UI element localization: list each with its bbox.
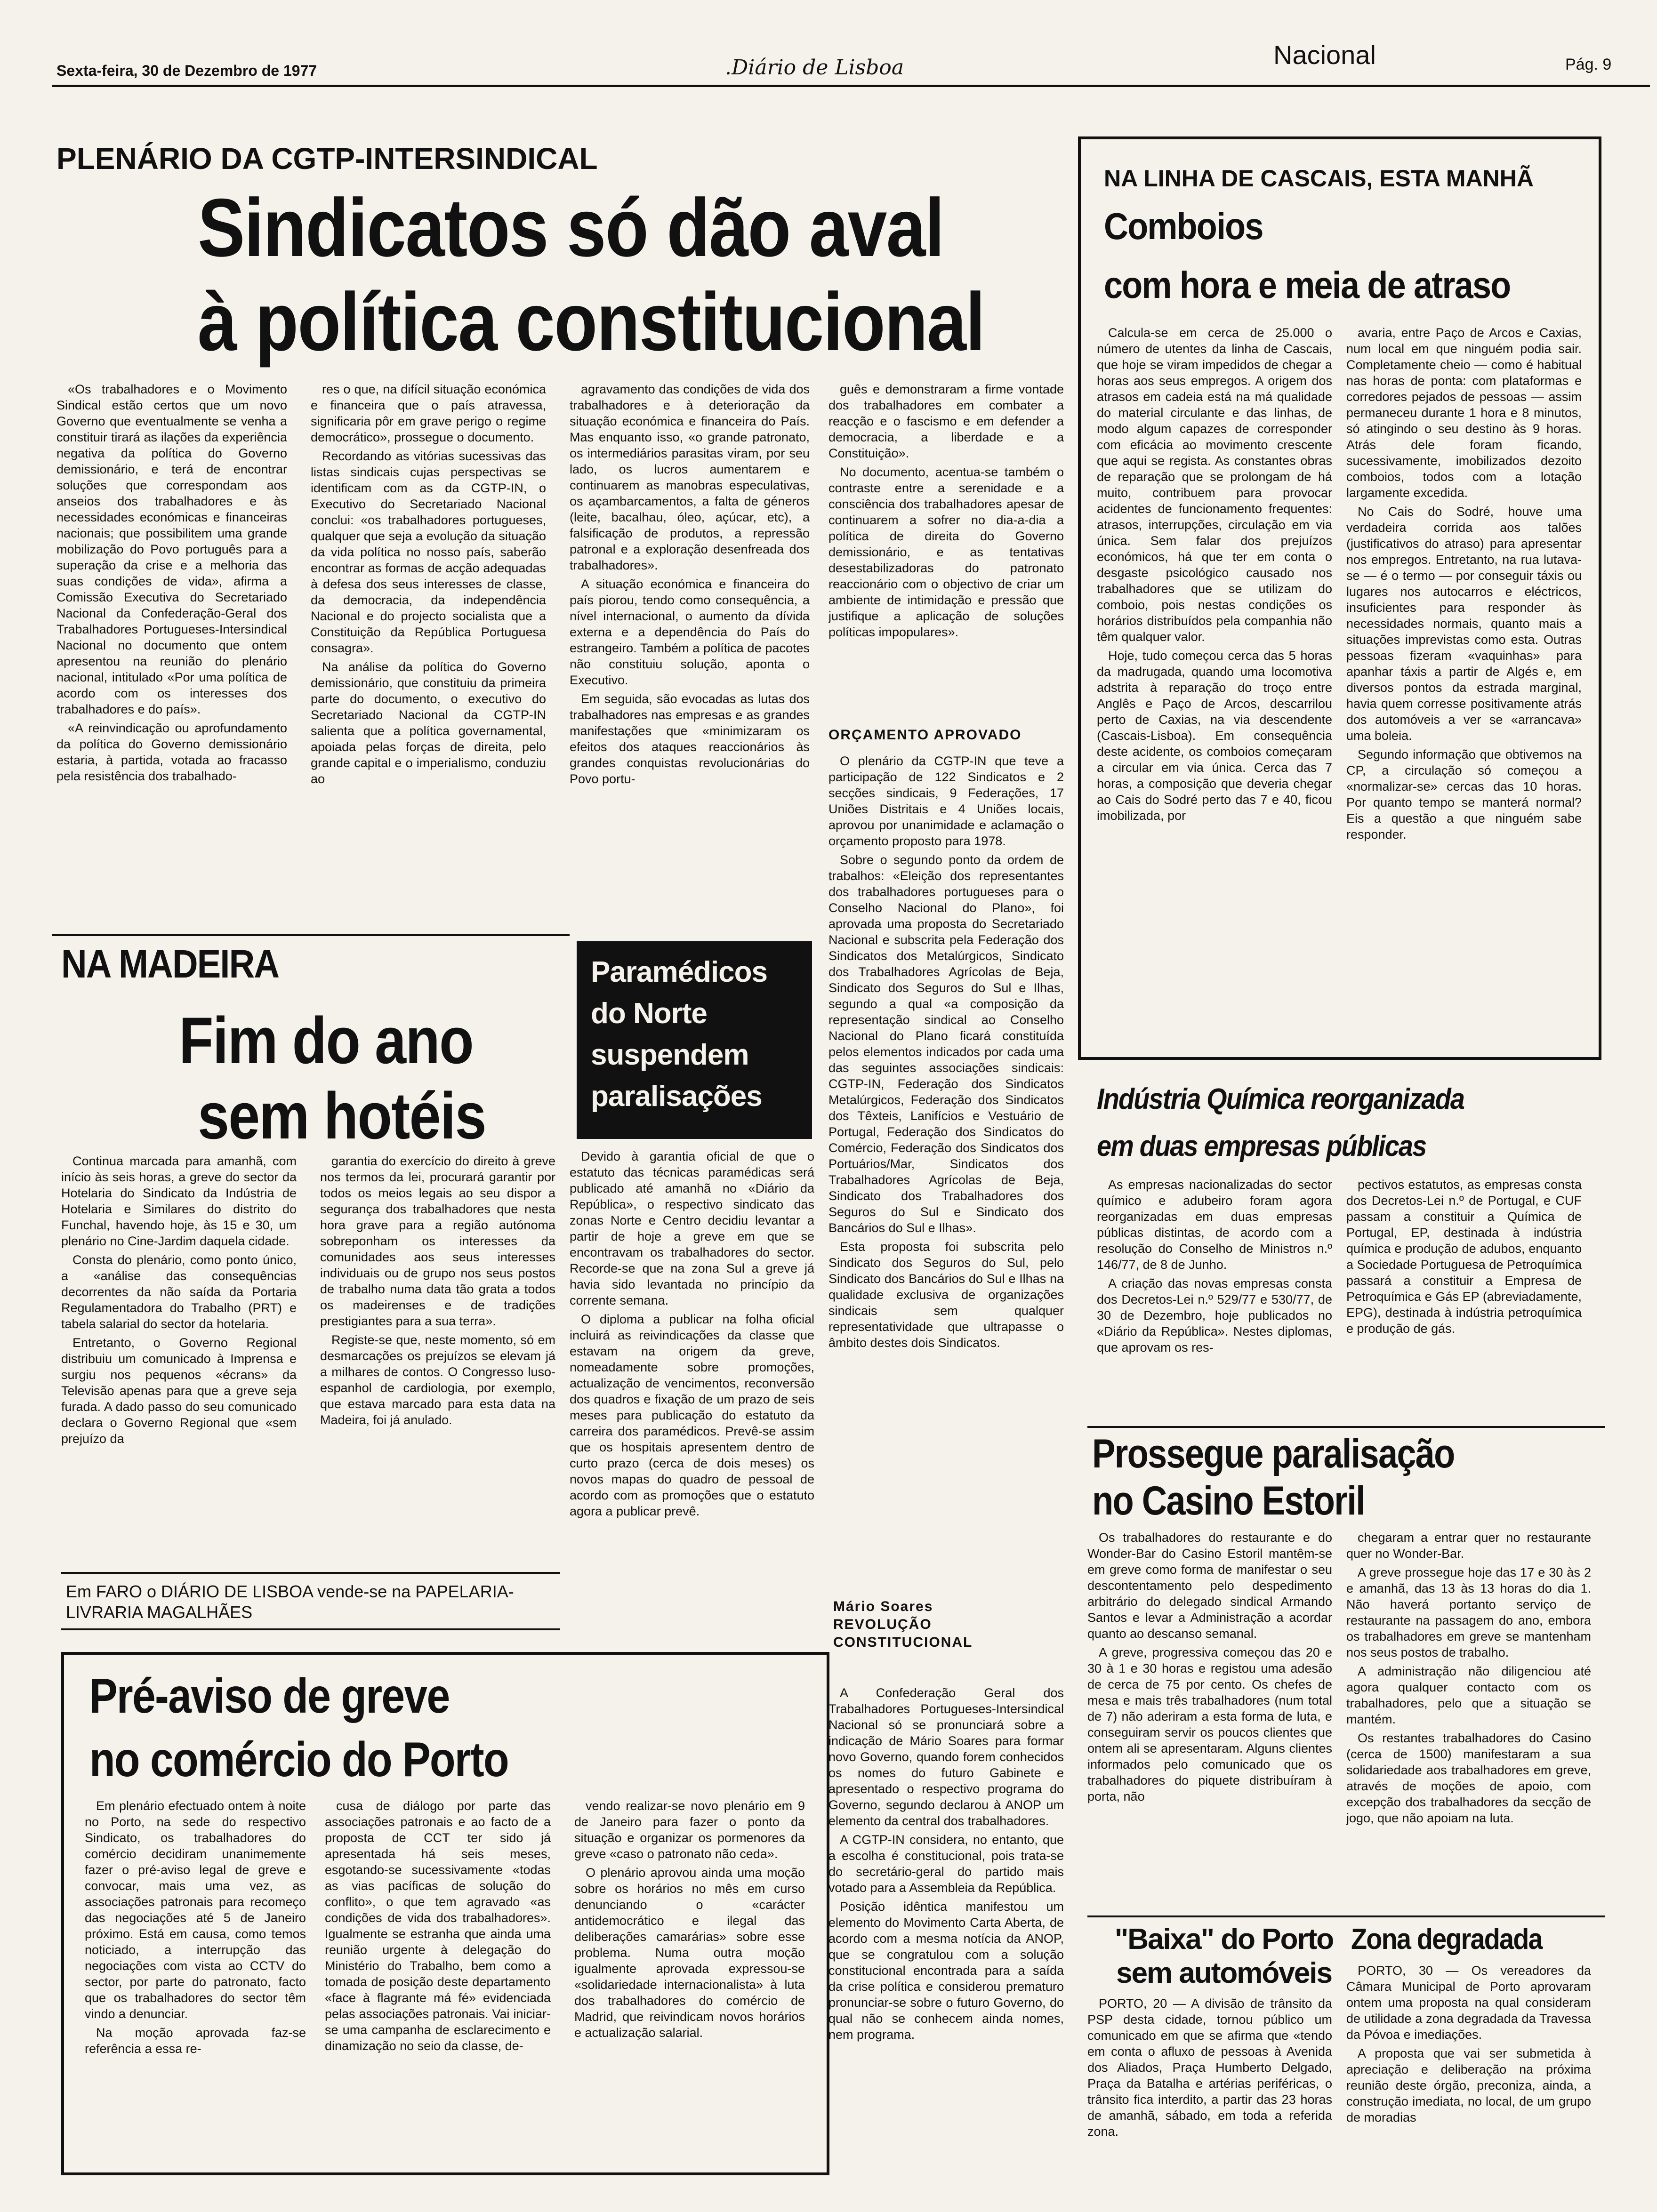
casino-col2-p3: A administração não diligenciou até agora qualquer contacto com os trabalhadores, pelo que a situação se mantém.	[1346, 1664, 1591, 1726]
porto-greve-col-3	[574, 1798, 805, 2156]
zona-p1: PORTO, 30 — Os vereadores da Câmara Municipal de Porto aprovaram ontem uma proposta na qual consideram de utilidade a zona degradada da Travessa da Póvoa e imediações.	[1346, 1964, 1591, 2042]
lead-col-3	[570, 381, 810, 927]
porto-greve-headline-1: Pré-aviso de greve	[89, 1669, 450, 1723]
madeira-col1-p1: Continua marcada para amanhã, com início às seis horas, a greve do sector da Hotelaria do Sindicato da Indústria de Hotelaria e Similares do distrito do Funchal, havendo hoje, às 15 e 30, um plenário no Cine-Jardim daquela cidade.	[61, 1154, 297, 1248]
lead-headline-1: Sindicatos só dão aval	[198, 182, 944, 274]
subhead-mario-soares: Mário Soares REVOLUÇÃO CONSTITUCIONAL	[833, 1599, 973, 1650]
quimica-col-1	[1097, 1177, 1332, 1421]
lead-col3-p1: agravamento das condições de vida dos trabalhadores e à deterioração da situação económica e financeira do País. Mas enquanto isso, «o grande patronato, os intermediários parasitas viram, por seu lado, os lucros aumentarem e continuarem as manobras especulativas, os açambarcamentos, a falta de géneros (leite, bacalhau, óleo, açúcar, etc), a falsificação de produtos, a repressão patronal e a exploração desenfreada dos trabalhadores».	[570, 382, 810, 572]
lead-col4b-p1: O plenário da CGTP-IN que teve a participação de 122 Sindicatos e 2 secções sindicais, 9 Federações, 17 Uniões Distritais e 4 Uniões locais, aprovou por unanimidade e aclamação o orçamento proposto para 1978.	[828, 754, 1064, 848]
lead-col4c-p2: A CGTP-IN considera, no entanto, que a escolha é constitucional, pois trata-se do secretário-geral do partido mais votado para a Assembleia da República.	[828, 1833, 1064, 1895]
lead-col2-p3: Na análise da política do Governo demissionário, que constituiu da primeira parte do documento, o executivo do Secretariado Nacional da CGTP-IN salienta que a política governamental, apoiada pelas forças de direita, pelo grande capital e o imperialismo, conduziu ao	[311, 660, 546, 786]
madeira-col2-p2: Registe-se que, neste momento, só em desmarcações os prejuízos se elevam já a milhares de contos. O Congresso luso-espanhol de cardiologia, por exemplo, que estava marcado para esta data na Madeira, foi já anulado.	[320, 1333, 555, 1427]
porto-greve-col3-p2: O plenário aprovou ainda uma moção sobre os horários no mês em curso denunciando o «carácter antidemocrático e ilegal das deliberações camarárias» sobre esse problema. Numa outra moção igualmente aprovada expressou-se «solidariedade internacionalista» à luta dos trabalhadores do comércio de Madrid, que reivindicam novos horários e actualização salarial.	[574, 1866, 805, 2040]
quimica-col2-p1: pectivos estatutos, as empresas consta dos Decretos-Lei n.º de Portugal, e CUF passam a constituir a Química de Portugal, EP, destinada à indústria química e produção de adubos, enquanto a Sociedade Portuguesa de Petroquímica passará a constituir a Empresa de Petroquímica e Gás EP (abreviadamente, EPG), destinada à indústria petroquímica e produção de gás.	[1346, 1178, 1582, 1336]
paramedicos-headline: Paramédicos do Norte suspendem paralisações	[591, 956, 767, 1113]
porto-greve-col1-p1: Em plenário efectuado ontem à noite no Porto, na sede do respectivo Sindicato, os trabalhadores do comércio decidiram unanimemente fazer o pré-aviso legal de greve e convocar, mais uma vez, as associações patronais para recomeço das negociações até 5 de Janeiro próximo. Está em causa, como temos noticiado, a interrupção das negociações com vista ao CCTV do sector, por parte do patronato, facto que os trabalhadores do sector têm vindo a denunciar.	[85, 1799, 306, 2021]
masthead: .Diário de Lisboa	[725, 56, 904, 80]
cascais-col-2	[1346, 325, 1582, 1040]
porto-greve-headline-2: no comércio do Porto	[89, 1732, 508, 1787]
quimica-col1-p2: A criação das novas empresas consta dos Decretos-Lei n.º 529/77 e 530/77, de 30 de Dezembro, hoje publicados no «Diário da República». Nestes diplomas, que aprovam os res-	[1097, 1276, 1332, 1354]
header-rule	[52, 85, 1650, 87]
cascais-col-1	[1097, 325, 1332, 1040]
baixa-body	[1087, 1996, 1332, 2193]
madeira-col1-p3: Entretanto, o Governo Regional distribuiu um comunicado à Imprensa e surgiu nos pequenos «écrans» da Televisão apenas para que a greve seja furada. A dado passo do seu comunicado declara o Governo Regional que «sem prejuízo da	[61, 1336, 297, 1446]
zona-p2: A proposta que vai ser submetida à apreciação e deliberação na próxima reunião deste órgão, preconiza, ainda, a construção imediata, no local, de um grupo de moradias	[1346, 2046, 1591, 2124]
casino-headline-2: no Casino Estoril	[1092, 1478, 1365, 1523]
lead-col3-p3: Em seguida, são evocadas as lutas dos trabalhadores nas empresas e as grandes manifestações que «minimizaram os efeitos dos ataques reaccionários às grandes conquistas revolucionárias do Povo portu-	[570, 692, 810, 786]
cascais-col1-p2: Hoje, tudo começou cerca das 5 horas da madrugada, quando uma locomotiva adstrita à reparação do troço entre Anglês e Paço de Arcos, descarrilou perto de Caxias, na via descendente (Cascais-Lisboa). Em consequência deste acidente, os comboios começaram a circular em via única. Cerca das 7 horas, a composição que deveria chegar ao Cais do Sodré perto das 7 e 40, ficou imobilizada, por	[1097, 649, 1332, 823]
madeira-col-2	[320, 1153, 555, 1586]
lead-headline-2: à política constitucional	[198, 276, 985, 368]
cascais-kicker: NA LINHA DE CASCAIS, ESTA MANHÃ	[1104, 165, 1534, 192]
porto-greve-col1-p2: Na moção aprovada faz-se referência a essa re-	[85, 2026, 306, 2056]
cascais-col2-p3: Segundo informação que obtivemos na CP, a circulação só começou a «normalizar-se» cercas das 10 horas. Por quanto tempo se manterá normal? Eis a questão a que ninguém sabe responder.	[1346, 747, 1582, 842]
casino-top-rule	[1087, 1426, 1605, 1428]
quimica-col1-p1: As empresas nacionalizadas do sector químico e adubeiro foram agora reorganizadas em duas empresas públicas distintas, de acordo com a resolução do Conselho de Ministros n.º 146/77, de 8 de Junho.	[1097, 1178, 1332, 1272]
casino-col1-p1: Os trabalhadores do restaurante e do Wonder-Bar do Casino Estoril mantêm-se em greve como forma de manifestar o seu descontentamento pelo despedimento arbitrário do delegado sindical Armando Santos e levar a Administração a acordar quanto ao descanso semanal.	[1087, 1531, 1332, 1641]
lead-col4b-p3: Esta proposta foi subscrita pelo Sindicato dos Seguros do Sul, pelo Sindicato dos Bancários do Sul e Ilhas na qualidade exclusiva de organizações sindicais sem qualquer representatividade que ultrapasse o âmbito destes dois Sindicatos.	[828, 1240, 1064, 1350]
madeira-top-rule	[52, 934, 570, 936]
cascais-col2-p1: avaria, entre Paço de Arcos e Caxias, num local em que ninguém podia sair. Completamente cheio — como é habitual nas horas de ponta: com plataformas e corredores pejados de pessoas — assim permaneceu durante 1 hora e 8 minutos, só atingindo o seu destino às 9 horas. Atrás dele foram ficando, sucessivamente, imobilizados dezoito comboios, todos com a lotação largamente excedida.	[1346, 326, 1582, 500]
casino-col2-p1: chegaram a entrar quer no restaurante quer no Wonder-Bar.	[1346, 1531, 1591, 1561]
paramedicos-p2: O diploma a publicar na folha oficial incluirá as reivindicações da classe que estavam na origem da greve, nomeadamente sobre promoções, actualização de vencimentos, reconversão dos quadros e fixação de um prazo de seis meses para publicação do estatuto da carreira dos paramédicos. Prevê-se assim que os hospitais apresentem dentro de curto prazo (cerca de dois meses) os novos mapas do quadro de pessoal de acordo com as promoções que o estatuto agora a publicar prevê.	[570, 1312, 814, 1518]
casino-col-2	[1346, 1530, 1591, 1920]
casino-headline-1: Prossegue paralisação	[1092, 1431, 1455, 1476]
faro-notice: Em FARO o DIÁRIO DE LISBOA vende-se na PAPELARIA-LIVRARIA MAGALHÃES	[66, 1582, 514, 1622]
paramedicos-headline-block	[577, 941, 812, 1139]
quimica-col-2	[1346, 1177, 1582, 1421]
madeira-col2-p1: garantia do exercício do direito à greve nos termos da lei, procurará garantir por todos os meios legais ao seu dispor a segurança dos trabalhadores que nesta hora grave para a região autónoma sobreponham os interesses da comunidades aos seus interesses individuais ou de grupo nos seus postos de trabalho numa data tão grata a todos os madeirenses e de tradições prestigiantes para a sua terra».	[320, 1154, 555, 1328]
zona-body	[1346, 1963, 1591, 2193]
madeira-col1-p2: Consta do plenário, como ponto único, a «análise das consequências decorrentes da não saída da Portaria Regulamentadora do Trabalho (PRT) e tabela salarial do sector da hotelaria.	[61, 1253, 297, 1331]
cascais-headline-2: com hora e meia de atraso	[1104, 264, 1511, 306]
lead-col4c-p3: Posição idêntica manifestou um elemento do Movimento Carta Aberta, de acordo com a mesma notícia da ANOP, que se congratulou com a solução constitucional encontrada para a saída da crise política e considerou prematuro pronunciar-se sobre o futuro Governo, do qual não se conhecem ainda nomes, nem programa.	[828, 1899, 1064, 2042]
lead-col-2	[311, 381, 546, 927]
porto-greve-col2-p1: cusa de diálogo por parte das associações patronais e ao facto de a proposta de CCT ter sido já apresentada há seis meses, esgotando-se sucessivamente «todas as vias pacíficas de solução do conflito», o que tem agravado «as condições de vida dos trabalhadores». Igualmente se estranha que ainda uma reunião urgente à delegação do Ministério do Trabalho, bem como a tomada de posição deste departamento «face à flagrante má fé» evidenciada pelas associações patronais. Vai iniciar-se uma campanha de esclarecimento e dinamização no seio da classe, de-	[325, 1799, 551, 2053]
baixa-top-rule	[1087, 1915, 1605, 1917]
lead-col-4c	[828, 1685, 1064, 2174]
lead-col-4b	[828, 753, 1064, 1586]
madeira-kicker: NA MADEIRA	[61, 942, 279, 986]
lead-col4b-p2: Sobre o segundo ponto da ordem de trabalhos: «Eleição dos representantes dos trabalhadores portugueses para o Conselho Nacional do Plano», foi aprovada uma proposta do Secretariado Nacional e subscrita pela Federação dos Sindicatos dos Metalúrgicos, Sindicato dos Trabalhadores Agrícolas de Beja, Sindicato dos Seguros do Sul e Ilhas, segundo a qual «a composição da representação sindical ao Conselho Nacional do Plano ficará constituída pelos elementos indicados por cada uma das seguintes associações sindicais: CGTP-IN, Federação dos Sindicatos Metalúrgicos, Federação dos Sindicatos dos Têxteis, Lanifícios e Vestuário de Portugal, Federação dos Sindicatos do Comércio, Federação dos Sindicatos dos Portuários/Mar, Sindicatos dos Trabalhadores Agrícolas de Beja, Sindicato dos Trabalhadores dos Seguros do Sul e Sindicato dos Bancários do Sul e Ilhas».	[828, 853, 1064, 1235]
lead-col4c-p1: A Confederação Geral dos Trabalhadores Portugueses-Intersindical Nacional só se pronunciará sobre a indicação de Mário Soares para formar novo Governo, quando forem conhecidos os nomes do futuro Gabinete e apresentado o respectivo programa do Governo, segundo declarou à ANOP um elemento da central dos trabalhadores.	[828, 1686, 1064, 1828]
lead-col4-p1: guês e demonstraram a firme vontade dos trabalhadores em combater a reacção e o fascismo e em defender a democracia, a liberdade e a Constituição».	[828, 382, 1064, 460]
section-name: Nacional	[1273, 40, 1376, 70]
zona-headline: Zona degradada	[1351, 1923, 1542, 1956]
casino-col-1	[1087, 1530, 1332, 1920]
page-number: Pág. 9	[1565, 56, 1612, 73]
paramedicos-p1: Devido à garantia oficial de que o estatuto das técnicas paramédicas será publicado até amanhã no «Diário da República», o respectivo sindicato das zonas Norte e Centro decidiu levantar a partir de hoje a greve em que se encontravam os trabalhadores do sector. Recorde-se que na zona Sul a greve já havia sido levantada no princípio da corrente semana.	[570, 1149, 814, 1307]
lead-col-1	[56, 381, 287, 927]
lead-col2-p2: Recordando as vitórias sucessivas das listas sindicais cujas perspectivas se identificam com as da CGTP-IN, o Executivo do Secretariado Nacional conclui: «os trabalhadores portugueses, qualquer que seja a evolução da situação da vida política no nosso país, saberão encontrar as formas de acção adequadas à defesa dos seus interesses de classe, da democracia, da independência Nacional e do projecto socialista que a Constituição da República Portuguesa consagra».	[311, 449, 546, 655]
cascais-col2-p2: No Cais do Sodré, houve uma verdadeira corrida aos talões (justificativos do atraso) para apresentar nos empregos. Entretanto, na rua lutava-se — é o termo — por conseguir táxis ou lugares nos autocarros e eléctricos, insuficientes para responder às necessidades normais, quanto mais a situações imprevistas como esta. Outras pessoas fizeram «vaquinhas» para apanhar táxis a partir de Algés e, em diversos pontos da estrada marginal, havia quem corresse positivamente atrás dos automóveis a ver se «arrancava» uma boleia.	[1346, 505, 1582, 743]
lead-col2-p1: res o que, na difícil situação económica e financeira que o país atravessa, significaria pôr em grave perigo o regime democrático», prossegue o documento.	[311, 382, 546, 444]
porto-greve-col-2	[325, 1798, 551, 2156]
porto-greve-col-1	[85, 1798, 306, 2156]
cascais-col1-p1: Calcula-se em cerca de 25.000 o número de utentes da linha de Cascais, que hoje se viram impedidos de chegar a horas aos seus empregos. A origem dos atrasos em cadeia está na má qualidade do material circulante e das linhas, de modo algum capazes de corresponder com eficácia ao movimento crescente que aqui se regista. As constantes obras de reparação que se prolongam de há muito, contribuem para provocar acidentes de funcionamento frequentes: atrasos, interrupções, circulação em via única. Sem falar dos prejuízos económicos, há que ter em conta o desgaste psicológico causado nos trabalhadores que se utilizam do comboio, pois nestas condições os horários distribuídos pela companhia não têm qualquer valor.	[1097, 326, 1332, 644]
cascais-headline-1: Comboios	[1104, 205, 1263, 247]
baixa-headline: "Baixa" do Porto sem automóveis	[1114, 1923, 1334, 1989]
lead-col4-p2: No documento, acentua-se também o contraste entre a serenidade e a consciência dos trabalhadores apesar de continuarem a sofrer no dia-a-dia a política de direita do Governo demissionário, e as tentativas desestabilizadoras do patronato reaccionário com o objectivo de criar um ambiente de intimidação e pressão que justifique a aplicação de soluções políticas impopulares».	[828, 465, 1064, 639]
faro-top-rule	[61, 1572, 560, 1574]
quimica-headline-1: Indústria Química reorganizada	[1097, 1083, 1464, 1115]
paramedicos-body	[570, 1148, 814, 1643]
issue-date: Sexta-feira, 30 de Dezembro de 1977	[56, 62, 317, 79]
porto-greve-col3-p1: vendo realizar-se novo plenário em 9 de Janeiro para fazer o ponto da situação e organizar os pormenores da greve «caso o patronato não ceda».	[574, 1799, 805, 1861]
madeira-col-1	[61, 1153, 297, 1586]
madeira-headline-2: sem hotéis	[198, 1079, 486, 1153]
casino-col2-p4: Os restantes trabalhadores do Casino (cerca de 1500) manifestaram a sua solidariedade aos trabalhadores em greve, através de moções de apoio, com excepção dos trabalhadores da secção de jogo, que não apoiam na luta.	[1346, 1731, 1591, 1825]
casino-col1-p2: A greve, progressiva começou das 20 e 30 à 1 e 30 horas e registou uma adesão de cerca de 75 por cento. Os chefes de mesa e mais três trabalhadores (num total de 7) não aderiram a esta forma de luta, e conseguiram servir os poucos clientes que ontem ali se apresentaram. Alguns clientes informados pelo comunicado que os trabalhadores do piquete distribuíram à porta, não	[1087, 1645, 1332, 1803]
faro-bottom-rule	[61, 1628, 560, 1630]
madeira-headline-1: Fim do ano	[179, 1003, 473, 1077]
quimica-headline-2: em duas empresas públicas	[1097, 1130, 1426, 1162]
subhead-orcamento: ORÇAMENTO APROVADO	[828, 727, 1022, 743]
lead-col1-p1: «Os trabalhadores e o Movimento Sindical estão certos que um novo Governo que eventualmente se venha a constituir tirará as ilações da experiência negativa da política do Governo demissionário, e terá de encontrar soluções que correspondam aos anseios dos trabalhadores e às necessidades económicas e financeiras nacionais; que possibilitem uma grande mobilização do Povo português para a superação da crise e a melhoria das suas condições de vida», afirma a Comissão Executiva do Secretariado Nacional da Confederação-Geral dos Trabalhadores Portugueses-Intersindical Nacional no documento que ontem apresentou na reunião do plenário nacional, intitulado «Por uma política de acordo com os interesses dos trabalhadores e do país».	[56, 382, 287, 716]
lead-kicker: PLENÁRIO DA CGTP-INTERSINDICAL	[56, 142, 598, 176]
lead-col3-p2: A situação económica e financeira do país piorou, tendo como consequência, a nível internacional, o aumento da dívida externa e a dependência do País do estrangeiro. Também a política de pacotes não constituiu solução, aponta o Executivo.	[570, 577, 810, 687]
lead-col-4a	[828, 381, 1064, 711]
casino-col2-p2: A greve prossegue hoje das 17 e 30 às 2 e amanhã, das 13 às 13 horas do dia 1. Não haverá portanto serviço de restaurante na passagem do ano, embora os trabalhadores em greve se mantenham nos seus postos de trabalho.	[1346, 1565, 1591, 1659]
lead-col1-p2: «A reinvindicação ou aprofundamento da política do Governo demissionário estaria, à partida, votada ao fracasso pela resistência dos trabalhado-	[56, 721, 287, 783]
baixa-p1: PORTO, 20 — A divisão de trânsito da PSP desta cidade, tornou público um comunicado em que se afirma que «tendo em conta o afluxo de pessoas à Avenida dos Aliados, Praça Humberto Delgado, Praça da Batalha e artérias periféricas, o trânsito fica interdito, a partir das 23 horas de amanhã, sábado, em toda a referida zona.	[1087, 1996, 1332, 2139]
